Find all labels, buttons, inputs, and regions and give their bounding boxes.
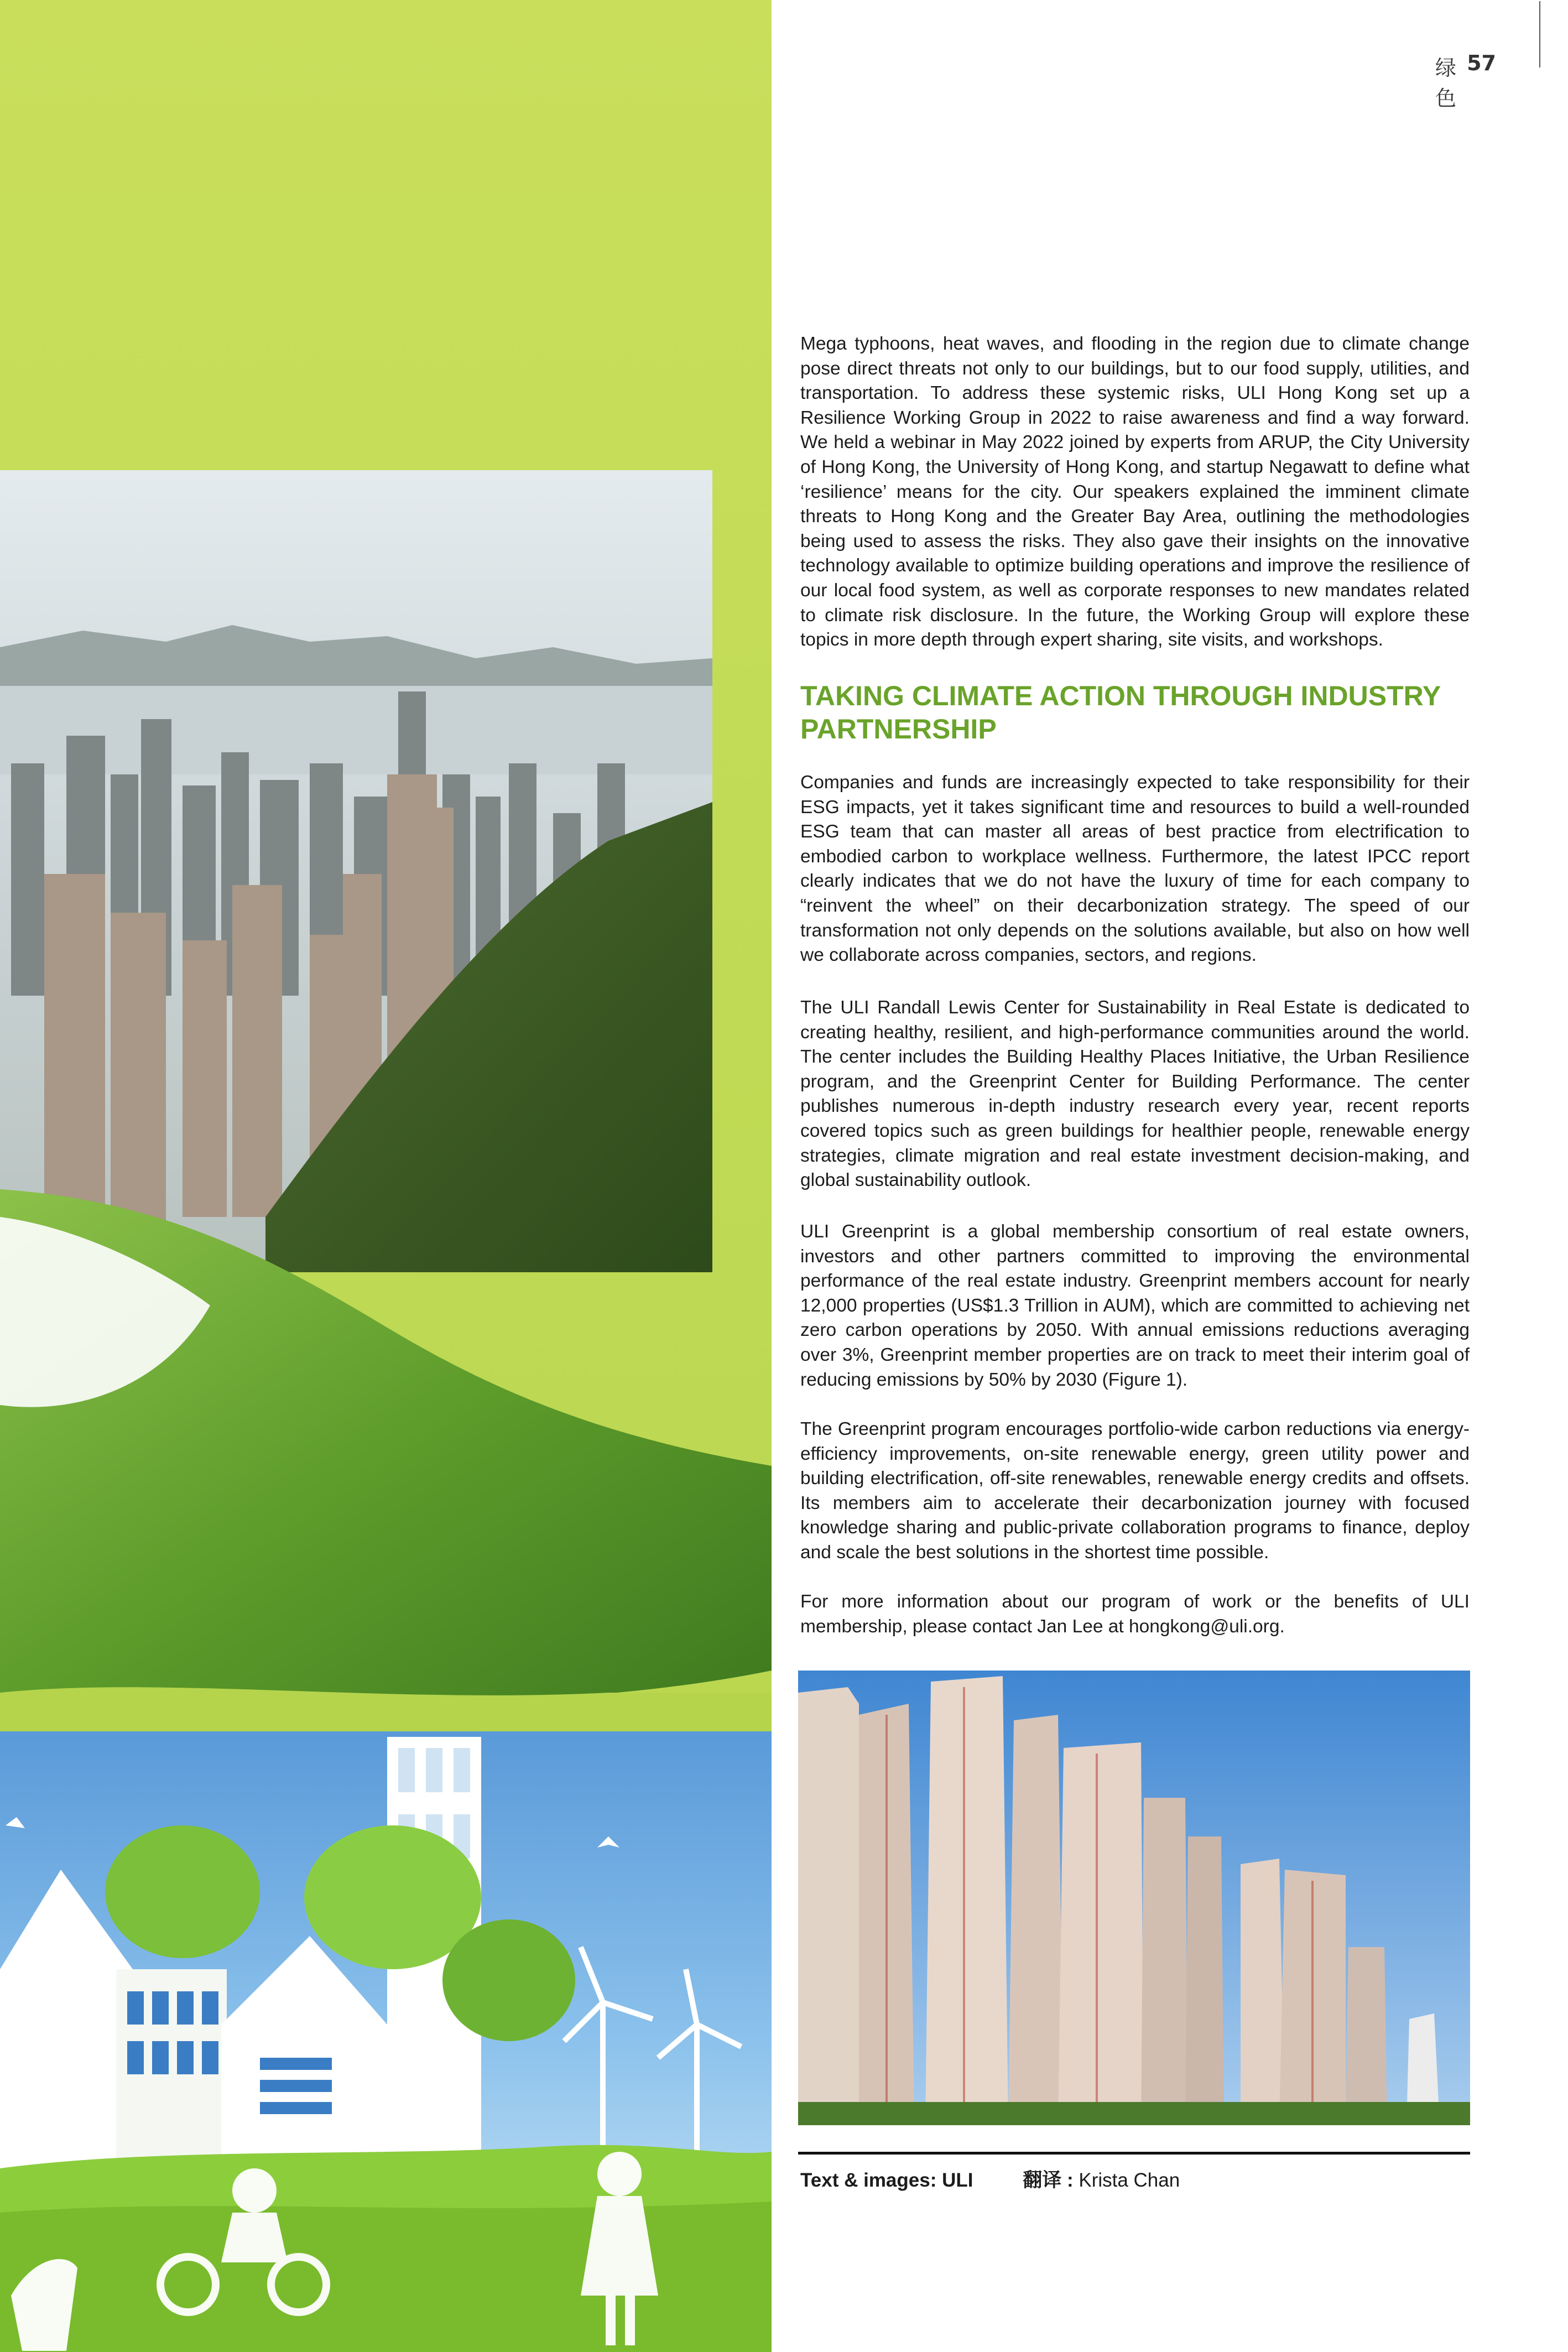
paragraph-program: The Greenprint program encourages portfolio-wide carbon reductions via energy-efficiency improvements, on-site renewable energy, green utility power and building electrification, off-site renewables, renewable energy credits and offsets. Its members aim to accelerate their decarbonization journey with focused knowledge sharing and public-private collaboration programs to finance, deploy and scale the best solutions in the shortest time possible. xyxy=(800,1419,1470,1563)
paragraph-contact: For more information about our program of work or the benefits of ULI membership, please contact Jan Lee at hongkong@uli.org. xyxy=(800,1591,1470,1637)
page-number: 57 xyxy=(1467,51,1496,75)
paragraph-intro: Mega typhoons, heat waves, and flooding in the region due to climate change pose direct threats not only to our buildings, but to our food supply, utilities, and transportation. To address these systemic risks, ULI Hong Kong set up a Resilience Working Group in 2022 to raise awareness and find a way forward. We held a webinar in May 2022 joined by experts from ARUP, the City University of Hong Kong, the University of Hong Kong, and startup Negawatt to define what ‘resilience’ means for the city. Our speakers explained the imminent climate threats to Hong Kong and the Greater Bay Area, outlining the methodologies being used to assess the risks. They also gave their insights on the innovative technology available to optimize building operations and improve the resilience of our local food system, as well as corporate responses to new mandates related to climate risk disclosure. In the future, the Working Group will explore these topics in more depth through expert sharing, site visits, and workshops. xyxy=(800,334,1470,651)
credit-label: Text & images: ULI xyxy=(800,2169,973,2191)
eco-town-illustration xyxy=(0,1731,772,2352)
paragraph-esg: Companies and funds are increasingly expected to take responsibility for their ESG impacts, yet it takes significant time and resources to build a well-rounded ESG team that can master all areas of best practice from electrification to embodied carbon to workplace wellness. Furthermore, the latest IPCC report clearly indicates that we do not have the luxury of time for each company to “reinvent the wheel” on their decarbonization strategy. The speed of our transformation not only depends on the solutions available, but also on how well we collaborate across companies, sectors, and regions. xyxy=(800,772,1470,966)
translator-name: Krista Chan xyxy=(1079,2169,1180,2191)
section-label: 绿色 xyxy=(1435,56,1457,111)
translator-label: 翻译 : xyxy=(1023,2169,1074,2191)
paragraph-greenprint: ULI Greenprint is a global membership consortium of real estate owners, investors and other partners committed to improving the environmental performance of the real estate industry. Greenprint members account for nearly 12,000 properties (US$1.3 Trillion in AUM), which are committed to achieving net zero carbon operations by 2050. With annual emissions reductions averaging over 3%, Greenprint member properties are on track to meet their interim goal of reducing emissions by 50% by 2030 (Figure 1). xyxy=(800,1221,1470,1390)
translator-credit xyxy=(1023,2169,1180,2191)
residential-towers-photo xyxy=(798,1671,1470,2125)
paragraph-randall-lewis: The ULI Randall Lewis Center for Sustainability in Real Estate is dedicated to creating healthy, resilient, and high-performance communities around the world. The center includes the Building Healthy Places Initiative, the Urban Resilience program, and the Greenprint Center for Building Performance. The center publishes numerous in-depth industry research every year, recent reports covered topics such as green buildings for healthier people, renewable energy strategies, climate migration and real estate investment decision-making, and global sustainability outlook. xyxy=(800,997,1470,1191)
header-divider xyxy=(1539,1,1540,67)
credit-line xyxy=(800,2165,1180,2193)
credit-divider xyxy=(798,2152,1470,2155)
section-heading: TAKING CLIMATE ACTION THROUGH INDUSTRY PARTNERSHIP xyxy=(800,680,1441,745)
left-illustration xyxy=(0,0,772,2352)
hong-kong-skyline-photo xyxy=(0,470,712,1272)
